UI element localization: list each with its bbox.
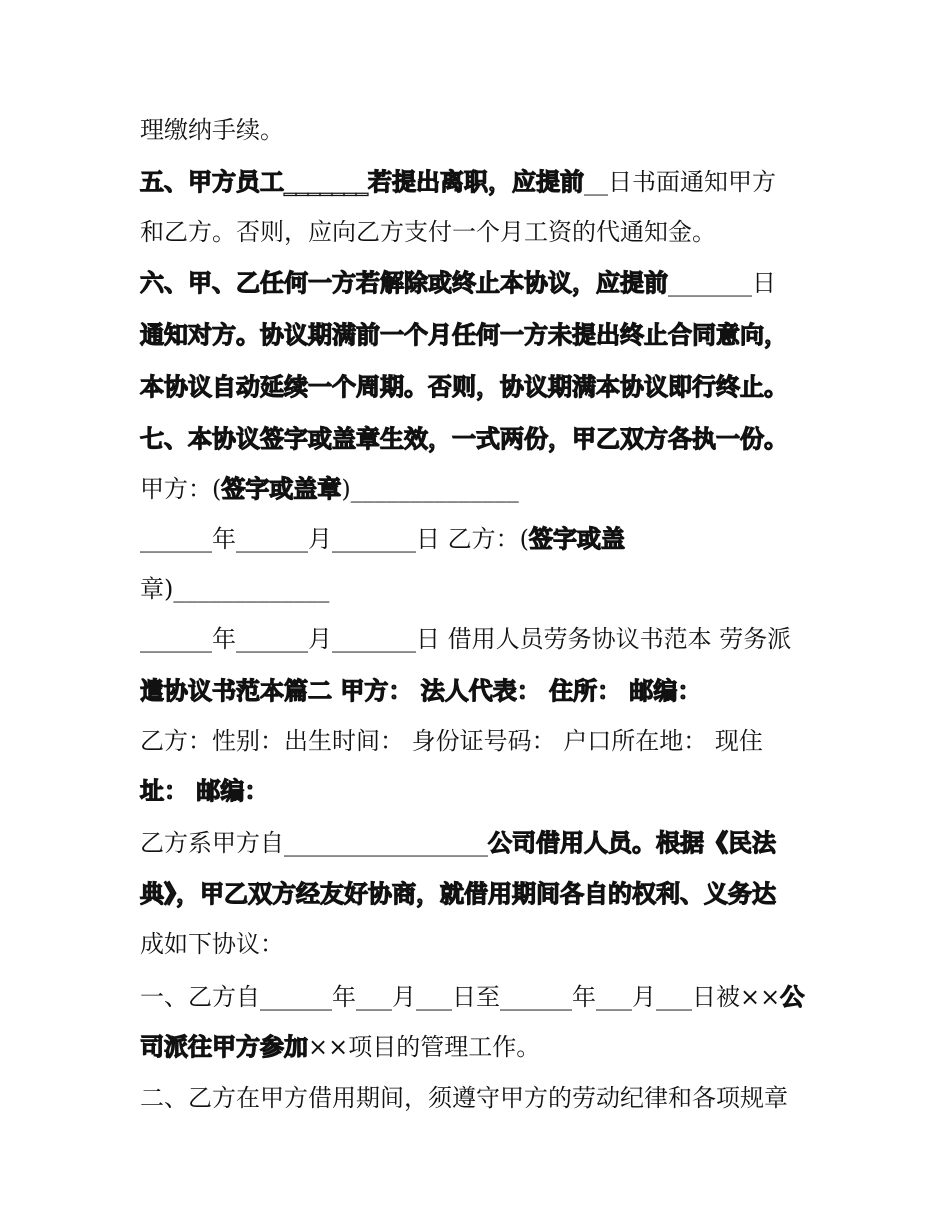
text-segment: ______年______月_______日 借用人员劳务协议书范本 劳务派 — [140, 625, 792, 653]
text-line — [140, 522, 820, 556]
text-segment: ××项目的管理工作。 — [308, 1033, 541, 1061]
text-line — [140, 215, 820, 249]
text-segment: 成如下协议： — [140, 930, 284, 958]
text-segment: _______日 — [668, 269, 776, 297]
text-segment: 二、乙方在甲方借用期间，须遵守甲方的劳动纪律和各项规章 — [140, 1084, 788, 1112]
text-line — [140, 877, 820, 911]
text-line — [140, 1081, 820, 1115]
text-line — [140, 370, 820, 404]
text-line — [140, 674, 820, 708]
outlined-text-segment: 公司借用人员。根据《民法 — [488, 829, 776, 857]
text-segment: 理缴纳手续。 — [140, 116, 284, 144]
outlined-text-segment: 签字或盖章 — [221, 475, 342, 503]
text-segment: )______________ — [341, 475, 519, 503]
outlined-text-segment: 五、甲方员工_______若提出离职，应提前 — [140, 168, 584, 196]
text-line — [140, 165, 820, 199]
text-line — [140, 724, 820, 758]
outlined-text-segment: 通知对方。协议期满前一个月任何一方未提出终止合同意向， — [140, 321, 788, 349]
outlined-text-segment: 签字或盖 — [529, 525, 625, 553]
text-segment: 乙方：性别：出生时间： 身份证号码： 户口所在地： 现住 — [140, 727, 763, 755]
text-segment: 章)_____________ — [140, 575, 330, 603]
text-segment: 甲方：( — [140, 475, 222, 503]
outlined-text-segment: 法人代表： 住所： 邮编： — [420, 677, 702, 705]
text-line — [140, 318, 820, 352]
text-segment: ______年______月_______日 乙方：( — [140, 525, 529, 553]
text-line — [140, 266, 820, 300]
outlined-text-segment: 遣协议书范本篇二 — [140, 677, 332, 705]
outlined-text-segment: 司派往甲方参加 — [140, 1033, 308, 1061]
text-line — [140, 774, 820, 808]
outlined-text-segment: 七、本协议签字或盖章生效，一式两份，甲乙双方各执一份。 — [140, 425, 788, 453]
text-segment: 乙方系甲方自_________________ — [140, 829, 488, 857]
outlined-text-segment: 本协议自动延续一个周期。否则，协议期满本协议即行终止。 — [140, 373, 788, 401]
text-line — [140, 622, 820, 656]
text-line — [140, 422, 820, 456]
text-line — [140, 927, 820, 961]
text-line — [140, 980, 820, 1014]
text-segment: 和乙方。否则，应向乙方支付一个月工资的代通知金。 — [140, 218, 716, 246]
text-line — [140, 472, 820, 506]
outlined-text-segment: 甲方： — [332, 677, 421, 705]
text-segment: __日书面通知甲方 — [584, 168, 776, 196]
text-line — [140, 826, 820, 860]
text-line — [140, 1030, 820, 1064]
text-line — [140, 572, 820, 606]
text-line — [140, 113, 820, 147]
outlined-text-segment: 公 — [780, 983, 805, 1011]
outlined-text-segment: 址： 邮编： — [140, 777, 269, 805]
text-segment: 一、乙方自______年___月___日至______年___月___日被×× — [140, 983, 781, 1011]
outlined-text-segment: 典》，甲乙双方经友好协商，就借用期间各自的权利、义务达 — [140, 880, 776, 908]
outlined-text-segment: 六、甲、乙任何一方若解除或终止本协议，应提前 — [140, 269, 668, 297]
